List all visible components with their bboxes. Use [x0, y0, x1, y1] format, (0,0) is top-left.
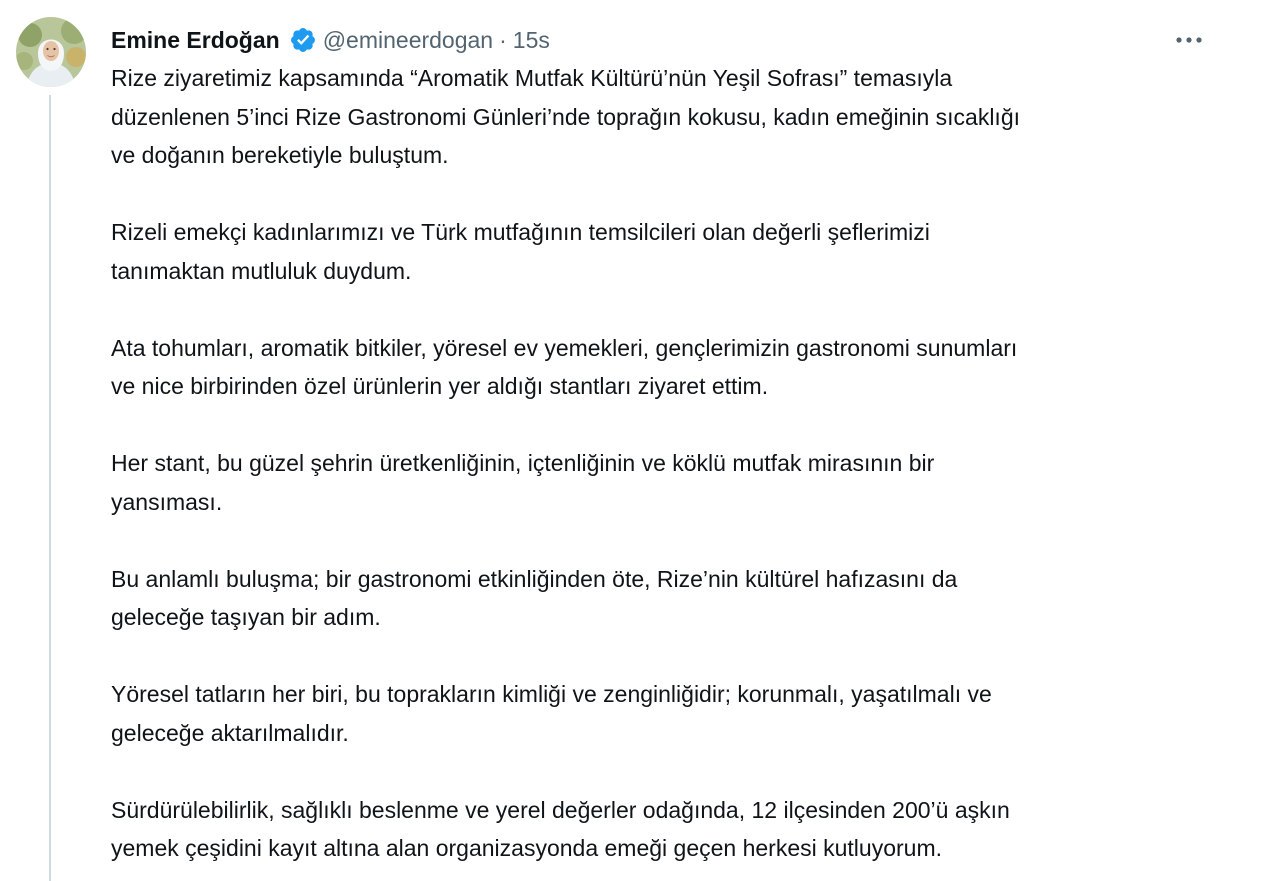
tweet-paragraph: Rize ziyaretimiz kapsamında “Aromatik Mutfak Kültürü’nün Yeşil Sofrası” temasıyla düzenlenen 5’inci Rize Gastronomi Günleri’nde toprağın kokusu, kadın emeğinin sıcaklığı ve doğanın bereketiyle buluştum. — [111, 65, 1021, 168]
tweet-paragraph: Rizeli emekçi kadınlarımızı ve Türk mutfağının temsilcileri olan değerli şeflerimizi tanımaktan mutluluk duydum. — [111, 219, 930, 284]
tweet-header — [111, 22, 550, 58]
avatar[interactable] — [16, 17, 86, 87]
tweet-text — [111, 59, 1171, 868]
tweet-paragraph: Her stant, bu güzel şehrin üretkenliğinin, içtenliğinin ve köklü mutfak mirasının bir yansıması. — [111, 450, 935, 515]
verified-badge-icon[interactable] — [289, 26, 317, 54]
timestamp[interactable]: 15s — [512, 26, 550, 53]
tweet-paragraph: Sürdürülebilirlik, sağlıklı beslenme ve yerel değerler odağında, 12 ilçesinden 200’ü aşkın yemek çeşidini kayıt altına alan organizasyonda emeği geçen herkesi kutluyorum. — [111, 796, 1010, 861]
author-handle[interactable]: @emineerdogan — [322, 26, 494, 53]
thread-line — [49, 95, 51, 881]
tweet-paragraph: Yöresel tatların her biri, bu toprakların kimliği ve zenginliğidir; korunmalı, yaşatılmalı ve geleceğe aktarılmalıdır. — [111, 681, 992, 746]
more-horizontal-icon[interactable] — [1169, 20, 1209, 60]
avatar-photo — [16, 17, 86, 87]
header-separator: · — [499, 26, 507, 53]
author-name[interactable]: Emine Erdoğan — [111, 26, 280, 53]
tweet-paragraph: Bu anlamlı buluşma; bir gastronomi etkinliğinden öte, Rize’nin kültürel hafızasını da geleceğe taşıyan bir adım. — [111, 565, 958, 630]
tweet-paragraph: Ata tohumları, aromatik bitkiler, yöresel ev yemekleri, gençlerimizin gastronomi sunumları ve nice birbirinden özel ürünlerin yer aldığı stantları ziyaret ettim. — [111, 334, 1018, 399]
